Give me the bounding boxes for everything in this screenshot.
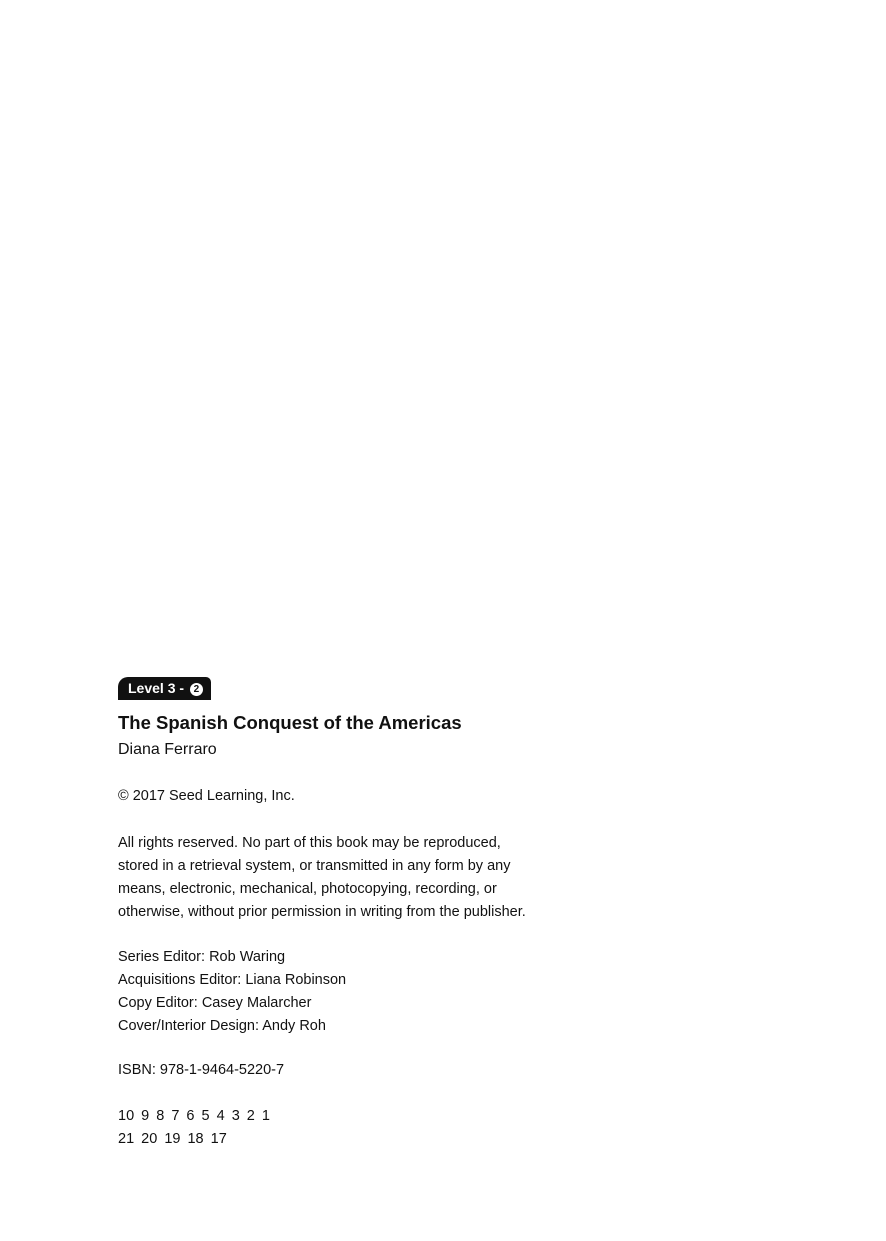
credit-acquisitions-editor: Acquisitions Editor: Liana Robinson (118, 972, 347, 988)
credit-series-editor: Series Editor: Rob Waring (118, 949, 286, 965)
rights-line: All rights reserved. No part of this book may be reproduced, (118, 835, 501, 851)
credits-list (118, 946, 678, 1038)
printing-numbers: 10 9 8 7 6 5 4 3 2 1 (118, 1108, 270, 1124)
level-number-circle: 2 (190, 683, 203, 696)
printing-line (118, 1105, 678, 1151)
level-label: Level 3 - (128, 680, 185, 696)
isbn: ISBN: 978-1-9464-5220-7 (118, 1062, 285, 1078)
rights-statement (118, 832, 678, 924)
printing-years: 21 20 19 18 17 (118, 1131, 227, 1147)
level-badge (118, 677, 211, 700)
rights-line: stored in a retrieval system, or transmitted in any form by any (118, 858, 511, 874)
credit-copy-editor: Copy Editor: Casey Malarcher (118, 995, 312, 1011)
copyright-notice: © 2017 Seed Learning, Inc. (118, 788, 295, 804)
rights-line: otherwise, without prior permission in writing from the publisher. (118, 904, 526, 920)
rights-line: means, electronic, mechanical, photocopying, recording, or (118, 881, 497, 897)
book-title: The Spanish Conquest of the Americas (118, 712, 462, 733)
credit-design: Cover/Interior Design: Andy Roh (118, 1018, 326, 1034)
copyright-page (118, 677, 678, 1151)
author-name: Diana Ferraro (118, 741, 217, 758)
